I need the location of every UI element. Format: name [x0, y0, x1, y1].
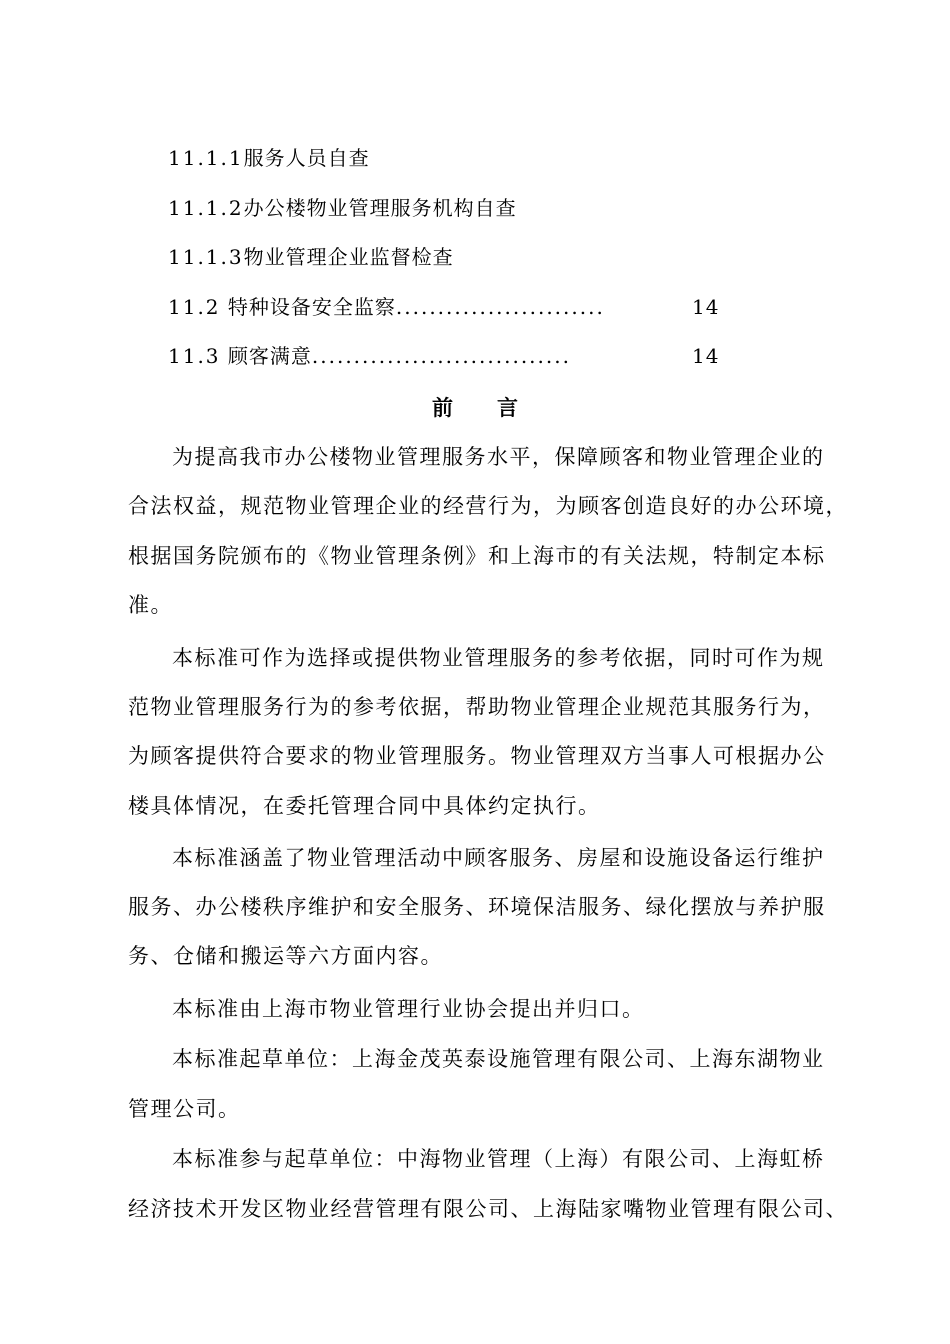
heading-char: 前: [432, 395, 453, 420]
heading-char: 言: [497, 395, 518, 420]
paragraph-line: 范物业管理服务行为的参考依据，帮助物业管理企业规范其服务行为，: [128, 695, 826, 719]
paragraph-line: 准。: [128, 593, 173, 617]
toc-title: 特种设备安全监察: [220, 295, 396, 319]
paragraph-line: 根据国务院颁布的《物业管理条例》和上海市的有关法规，特制定本标: [128, 544, 826, 568]
toc-leader-dots: ...............................: [311, 344, 571, 368]
toc-leader-dots: .........................: [395, 295, 605, 319]
toc-entry: [168, 146, 370, 170]
toc-number: 11.1.2: [168, 196, 244, 220]
toc-title: 顾客满意: [220, 344, 312, 368]
toc-entry: [168, 295, 728, 319]
paragraph-line: 经济技术开发区物业经营管理有限公司、上海陆家嘴物业管理有限公司、: [128, 1197, 848, 1221]
toc-entry: [168, 196, 517, 220]
paragraph-line: 本标准可作为选择或提供物业管理服务的参考依据，同时可作为规: [172, 646, 825, 670]
paragraph-line: 本标准参与起草单位：中海物业管理（上海）有限公司、上海虹桥: [172, 1147, 825, 1171]
toc-page-number: 14: [692, 344, 720, 368]
paragraph-line: 楼具体情况，在委托管理合同中具体约定执行。: [128, 794, 601, 818]
toc-title: 服务人员自查: [243, 146, 370, 170]
toc-number: 11.1.3: [168, 245, 244, 269]
toc-title: 物业管理企业监督检查: [243, 245, 454, 269]
paragraph-line: 服务、办公楼秩序维护和安全服务、环境保洁服务、绿化摆放与养护服: [128, 895, 826, 919]
toc-number: 11.2: [168, 295, 221, 319]
toc-number: 11.1.1: [168, 146, 244, 170]
paragraph-line: 本标准起草单位：上海金茂英泰设施管理有限公司、上海东湖物业: [172, 1047, 825, 1071]
toc-entry: [168, 344, 728, 368]
paragraph-line: 务、仓储和搬运等六方面内容。: [128, 944, 443, 968]
toc-number: 11.3: [168, 344, 221, 368]
paragraph-line: 管理公司。: [128, 1097, 241, 1121]
paragraph-line: 合法权益，规范物业管理企业的经营行为，为顾客创造良好的办公环境，: [128, 494, 848, 518]
paragraph-line: 为提高我市办公楼物业管理服务水平，保障顾客和物业管理企业的: [172, 445, 825, 469]
toc-entry: [168, 245, 454, 269]
toc-page-number: 14: [692, 295, 720, 319]
paragraph-line: 为顾客提供符合要求的物业管理服务。物业管理双方当事人可根据办公: [128, 744, 826, 768]
section-heading: [0, 394, 950, 422]
toc-title: 办公楼物业管理服务机构自查: [243, 196, 517, 220]
paragraph-line: 本标准由上海市物业管理行业协会提出并归口。: [172, 997, 645, 1021]
paragraph-line: 本标准涵盖了物业管理活动中顾客服务、房屋和设施设备运行维护: [172, 846, 825, 870]
